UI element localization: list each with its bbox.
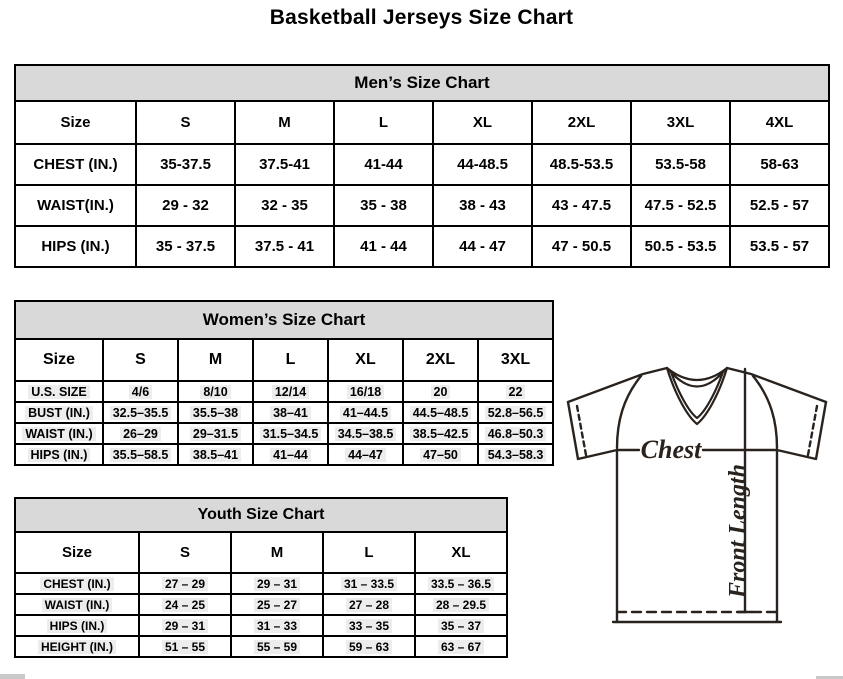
column-header: XL — [415, 532, 507, 573]
youth-size-table — [14, 531, 508, 658]
column-header: 3XL — [631, 101, 730, 144]
cell-value: 25 – 27 — [254, 598, 300, 612]
header-row — [15, 532, 507, 573]
cell-value: 31 – 33.5 — [341, 577, 397, 591]
value-cell — [323, 594, 415, 615]
value-cell — [139, 594, 231, 615]
cell-value: 41-44 — [364, 156, 403, 173]
value-cell — [478, 423, 553, 444]
column-header: 2XL — [403, 339, 478, 381]
value-cell — [136, 144, 235, 185]
youth-size-chart-caption: Youth Size Chart — [14, 497, 508, 533]
cell-value: 33.5 – 36.5 — [428, 577, 494, 591]
row-label-cell — [15, 226, 136, 267]
value-cell — [334, 144, 433, 185]
row-label: CHEST (IN.) — [40, 577, 113, 591]
cell-value: 33 – 35 — [346, 619, 392, 633]
value-cell — [415, 636, 507, 657]
row-label: HEIGHT (IN.) — [38, 640, 116, 654]
cell-value: 41 - 44 — [360, 238, 407, 255]
row-label: WAIST (IN.) — [22, 427, 95, 441]
row-label: WAIST (IN.) — [42, 598, 113, 612]
value-cell — [403, 381, 478, 402]
row-label-cell — [15, 402, 103, 423]
value-cell — [178, 423, 253, 444]
sleeve-cuff-dash-left — [577, 406, 586, 455]
column-header: 4XL — [730, 101, 829, 144]
cell-value: 34.5–38.5 — [335, 427, 397, 441]
cell-value: 27 – 28 — [346, 598, 392, 612]
cell-value: 28 – 29.5 — [433, 598, 489, 612]
cell-value: 4/6 — [129, 385, 152, 399]
value-cell — [103, 423, 178, 444]
cell-value: 38 - 43 — [459, 197, 506, 214]
jersey-body-outline — [613, 450, 781, 622]
value-cell — [532, 144, 631, 185]
value-cell — [334, 226, 433, 267]
column-header: S — [136, 101, 235, 144]
cell-value: 54.3–58.3 — [485, 448, 547, 462]
sleeve-cuff-dash-right — [808, 406, 817, 455]
cell-value: 37.5 - 41 — [254, 238, 315, 255]
cell-value: 47.5 - 52.5 — [644, 197, 717, 214]
column-header: 3XL — [478, 339, 553, 381]
jersey-collar — [667, 368, 727, 424]
cell-value: 50.5 - 53.5 — [644, 238, 717, 255]
value-cell — [235, 144, 334, 185]
column-header: S — [103, 339, 178, 381]
column-header: XL — [433, 101, 532, 144]
womens-size-table — [14, 338, 554, 466]
jersey-shoulders — [568, 368, 826, 402]
table-row — [15, 594, 507, 615]
value-cell — [136, 226, 235, 267]
cell-value: 20 — [431, 385, 451, 399]
cell-value: 29 – 31 — [254, 577, 300, 591]
row-label: BUST (IN.) — [25, 406, 93, 420]
column-header: L — [334, 101, 433, 144]
cell-value: 48.5-53.5 — [549, 156, 614, 173]
cell-value: 51 – 55 — [162, 640, 208, 654]
value-cell — [730, 144, 829, 185]
cell-value: 44-48.5 — [457, 156, 508, 173]
row-label-cell — [15, 381, 103, 402]
value-cell — [631, 185, 730, 226]
value-cell — [323, 636, 415, 657]
mens-size-table — [14, 100, 830, 268]
cell-value: 59 – 63 — [346, 640, 392, 654]
header-row — [15, 101, 829, 144]
row-label: WAIST(IN.) — [37, 197, 114, 214]
womens-size-chart-caption: Women’s Size Chart — [14, 300, 554, 340]
row-label-cell — [15, 423, 103, 444]
cell-value: 12/14 — [272, 385, 309, 399]
row-label: CHEST (IN.) — [33, 156, 118, 173]
column-header: L — [253, 339, 328, 381]
cell-value: 43 - 47.5 — [551, 197, 612, 214]
cell-value: 29 – 31 — [162, 619, 208, 633]
cell-value: 8/10 — [200, 385, 230, 399]
row-label-cell — [15, 594, 139, 615]
value-cell — [403, 402, 478, 423]
cell-value: 24 – 25 — [162, 598, 208, 612]
value-cell — [415, 573, 507, 594]
cell-value: 44–47 — [345, 448, 386, 462]
row-label: HIPS (IN.) — [41, 238, 110, 255]
value-cell — [231, 615, 323, 636]
value-cell — [328, 444, 403, 465]
cell-value: 29 - 32 — [162, 197, 209, 214]
value-cell — [631, 144, 730, 185]
row-label-cell — [15, 444, 103, 465]
cell-value: 35.5–58.5 — [110, 448, 172, 462]
value-cell — [139, 636, 231, 657]
column-header: XL — [328, 339, 403, 381]
row-label-cell — [15, 144, 136, 185]
jersey-measurement-diagram — [551, 356, 843, 641]
column-header: L — [323, 532, 415, 573]
value-cell — [433, 144, 532, 185]
cell-value: 41–44 — [270, 448, 311, 462]
value-cell — [178, 381, 253, 402]
value-cell — [730, 226, 829, 267]
value-cell — [136, 185, 235, 226]
value-cell — [334, 185, 433, 226]
value-cell — [103, 402, 178, 423]
column-header: 2XL — [532, 101, 631, 144]
cell-value: 47–50 — [420, 448, 461, 462]
cell-value: 31 – 33 — [254, 619, 300, 633]
cell-value: 52.8–56.5 — [485, 406, 547, 420]
cell-value: 53.5 - 57 — [749, 238, 810, 255]
value-cell — [478, 381, 553, 402]
cell-value: 41–44.5 — [340, 406, 391, 420]
cell-value: 35-37.5 — [160, 156, 211, 173]
value-cell — [323, 615, 415, 636]
cell-value: 47 - 50.5 — [551, 238, 612, 255]
column-header: M — [235, 101, 334, 144]
value-cell — [178, 444, 253, 465]
cell-value: 35 - 37.5 — [155, 238, 216, 255]
value-cell — [415, 615, 507, 636]
value-cell — [103, 444, 178, 465]
table-row — [15, 444, 553, 465]
cell-value: 58-63 — [760, 156, 799, 173]
value-cell — [433, 226, 532, 267]
column-header: Size — [15, 101, 136, 144]
value-cell — [253, 381, 328, 402]
cell-value: 55 – 59 — [254, 640, 300, 654]
mens-size-chart-caption: Men’s Size Chart — [14, 64, 830, 102]
cell-value: 38.5–42.5 — [410, 427, 472, 441]
chest-label: Chest — [640, 435, 702, 464]
cell-value: 46.8–50.3 — [485, 427, 547, 441]
row-label: HIPS (IN.) — [47, 619, 108, 633]
cell-value: 32.5–35.5 — [110, 406, 172, 420]
value-cell — [478, 402, 553, 423]
value-cell — [253, 423, 328, 444]
row-label-cell — [15, 185, 136, 226]
cell-value: 35 – 37 — [438, 619, 484, 633]
value-cell — [328, 381, 403, 402]
value-cell — [103, 381, 178, 402]
table-row — [15, 615, 507, 636]
cell-value: 31.5–34.5 — [260, 427, 322, 441]
column-header: Size — [15, 532, 139, 573]
row-label-cell — [15, 636, 139, 657]
value-cell — [231, 636, 323, 657]
value-cell — [478, 444, 553, 465]
cell-value: 35.5–38 — [190, 406, 241, 420]
value-cell — [403, 423, 478, 444]
value-cell — [328, 402, 403, 423]
value-cell — [235, 185, 334, 226]
bottom-left-edge-fragment — [0, 674, 25, 679]
column-header: S — [139, 532, 231, 573]
value-cell — [231, 573, 323, 594]
value-cell — [253, 444, 328, 465]
table-row — [15, 381, 553, 402]
row-label-cell — [15, 615, 139, 636]
value-cell — [403, 444, 478, 465]
column-header: M — [178, 339, 253, 381]
cell-value: 32 - 35 — [261, 197, 308, 214]
table-row — [15, 144, 829, 185]
value-cell — [253, 402, 328, 423]
value-cell — [415, 594, 507, 615]
value-cell — [178, 402, 253, 423]
cell-value: 52.5 - 57 — [749, 197, 810, 214]
mens-size-chart-table — [14, 64, 830, 268]
value-cell — [235, 226, 334, 267]
value-cell — [631, 226, 730, 267]
row-label: HIPS (IN.) — [28, 448, 91, 462]
value-cell — [730, 185, 829, 226]
womens-size-chart-table — [14, 300, 554, 466]
cell-value: 16/18 — [347, 385, 384, 399]
cell-value: 37.5-41 — [259, 156, 310, 173]
cell-value: 38.5–41 — [190, 448, 241, 462]
value-cell — [139, 615, 231, 636]
value-cell — [532, 185, 631, 226]
cell-value: 53.5-58 — [655, 156, 706, 173]
table-row — [15, 402, 553, 423]
cell-value: 29–31.5 — [190, 427, 241, 441]
row-label-cell — [15, 573, 139, 594]
cell-value: 38–41 — [270, 406, 311, 420]
cell-value: 26–29 — [120, 427, 161, 441]
page-title: Basketball Jerseys Size Chart — [269, 6, 574, 29]
column-header: M — [231, 532, 323, 573]
header-row — [15, 339, 553, 381]
value-cell — [328, 423, 403, 444]
cell-value: 63 – 67 — [438, 640, 484, 654]
front-length-label: Front Length — [725, 463, 751, 599]
table-row — [15, 185, 829, 226]
cell-value: 27 – 29 — [162, 577, 208, 591]
cell-value: 44 - 47 — [459, 238, 506, 255]
value-cell — [433, 185, 532, 226]
table-row — [15, 423, 553, 444]
cell-value: 35 - 38 — [360, 197, 407, 214]
cell-value: 22 — [506, 385, 526, 399]
youth-size-chart-table — [14, 497, 508, 658]
table-row — [15, 573, 507, 594]
value-cell — [139, 573, 231, 594]
table-row — [15, 636, 507, 657]
value-cell — [532, 226, 631, 267]
cell-value: 44.5–48.5 — [410, 406, 472, 420]
table-row — [15, 226, 829, 267]
value-cell — [323, 573, 415, 594]
value-cell — [231, 594, 323, 615]
column-header: Size — [15, 339, 103, 381]
row-label: U.S. SIZE — [28, 385, 90, 399]
